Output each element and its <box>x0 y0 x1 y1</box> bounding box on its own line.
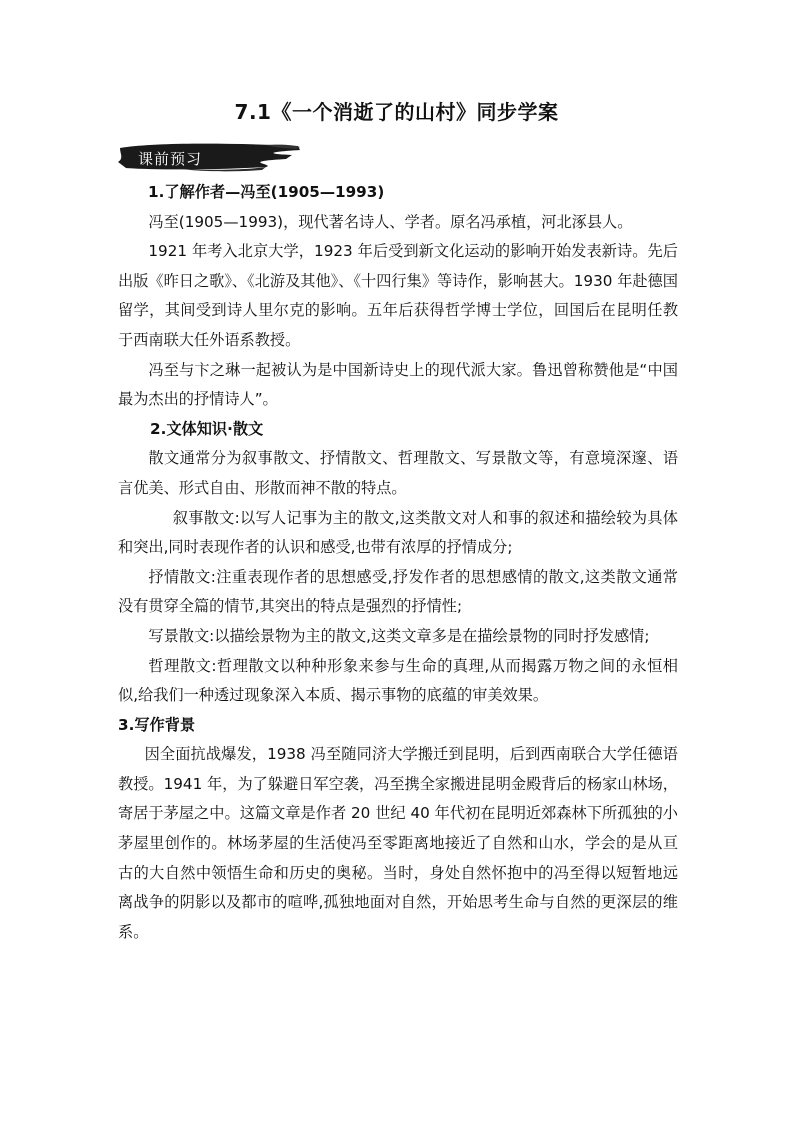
paragraph: 冯至与卞之琳一起被认为是中国新诗史上的现代派大家。鲁迅曾称赞他是“中国最为杰出的抒情诗人”。 <box>118 360 678 409</box>
section-heading-genre: 2.文体知识·散文 <box>150 419 264 438</box>
paragraph: 哲理散文:哲理散文以种种形象来参与生命的真理,从而揭露万物之间的永恒相似,给我们一种透过现象深入本质、揭示事物的底蕴的审美效果。 <box>118 656 678 705</box>
document-body <box>118 178 678 947</box>
page-title: 7.1《一个消逝了的山村》同步学案 <box>234 100 559 124</box>
paragraph: 因全面抗战爆发，1938 冯至随同济大学搬迁到昆明，后到西南联合大学任德语教授。1941 年，为了躲避日军空袭，冯至携全家搬进昆明金殿背后的杨家山林场，寄居于茅屋之中。这篇文章是作者 20 世纪 40 年代初在昆明近郊森林下所孤独的小茅屋里创作的。林场茅屋的生活使冯至零距离地接近了自然和山水，学会的是从亘古的大自然中领悟生命和历史的奥秘。当时，身处自然怀抱中的冯至得以短暂地远离战争的阴影以及都市的喧哗,孤独地面对自然，开始思考生命与自然的更深层的维系。 <box>118 745 678 941</box>
paragraph: 写景散文:以描绘景物为主的散文,这类文章多是在描绘景物的同时抒发感情; <box>148 626 650 645</box>
paragraph: 散文通常分为叙事散文、抒情散文、哲理散文、写景散文等，有意境深邃、语言优美、形式自由、形散而神不散的特点。 <box>118 449 678 497</box>
section-heading-author: 1.了解作者—冯至(1905—1993) <box>148 183 385 201</box>
section-heading-background: 3.写作背景 <box>118 715 196 734</box>
paragraph: 1921 年考入北京大学，1923 年后受到新文化运动的影响开始发表新诗。先后出版《昨日之歌》、《北游及其他》、《十四行集》等诗作，影响甚大。1930 年赴德国留学，其间受到诗人里尔克的影响。五年后获得哲学博士学位，回国后在昆明任教于西南联大任外语系教授。 <box>118 242 678 349</box>
section-banner <box>116 140 301 172</box>
paragraph: 冯至(1905—1993)，现代著名诗人、学者。原名冯承植，河北涿县人。 <box>148 212 633 231</box>
paragraph: 抒情散文:注重表现作者的思想感受,抒发作者的思想感情的散文,这类散文通常没有贯穿全篇的情节,其突出的特点是强烈的抒情性; <box>118 567 678 616</box>
paragraph: 叙事散文:以写人记事为主的散文,这类散文对人和事的叙述和描绘较为具体和突出,同时表现作者的认识和感受,也带有浓厚的抒情成分; <box>118 508 678 557</box>
section-banner-label: 课前预习 <box>138 150 203 168</box>
